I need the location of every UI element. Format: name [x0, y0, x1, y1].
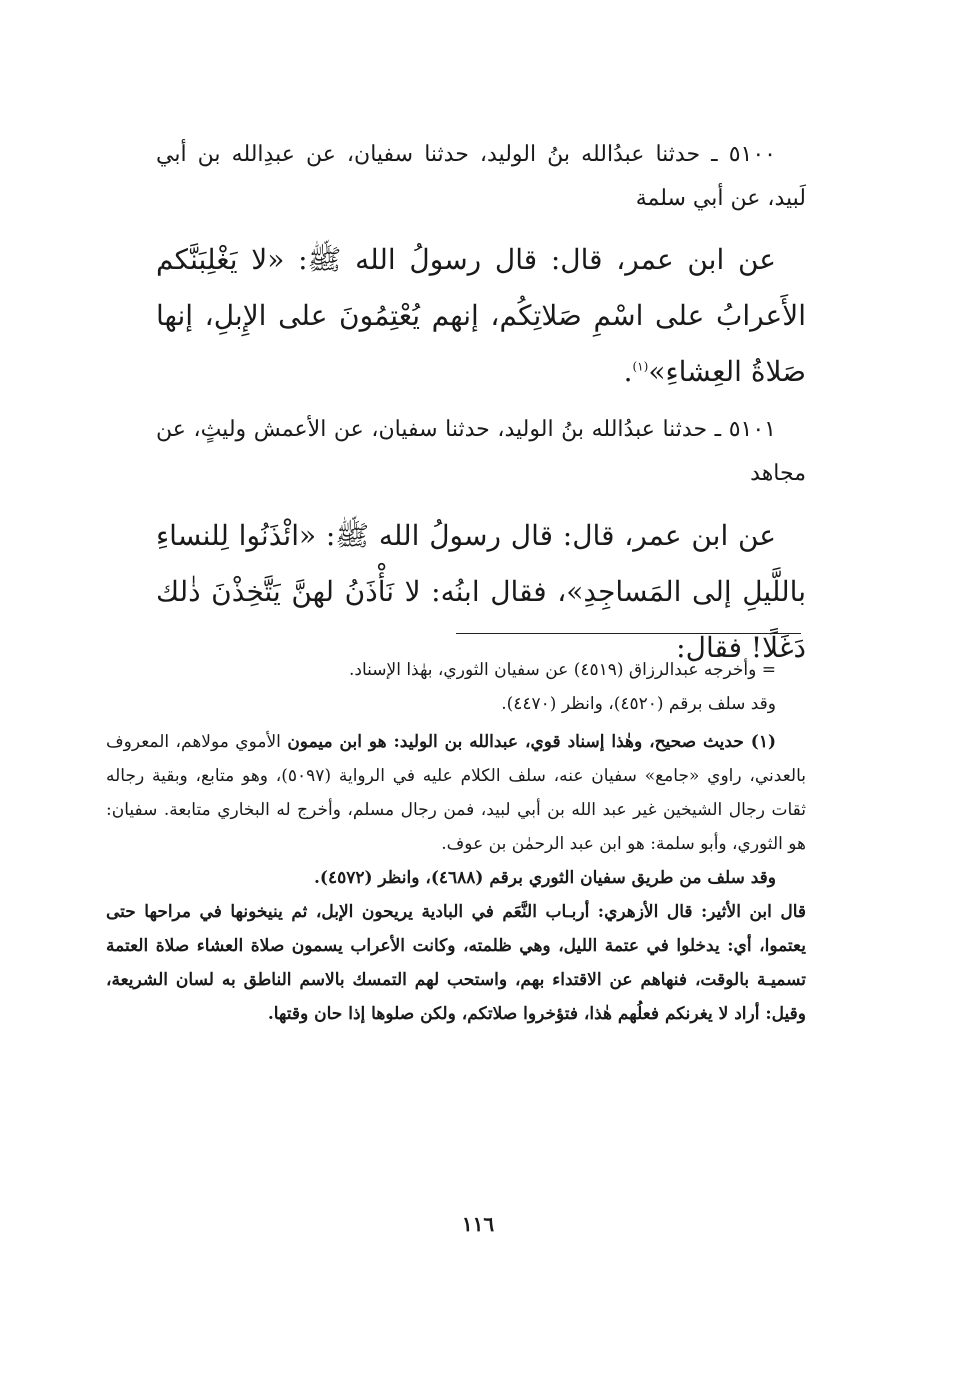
hadith-5100-matn-text: عن ابن عمر، قال: قال رسولُ الله ﷺ: «لا يَغْلِبَنَّكم الأَعرابُ على اسْمِ صَلاتِكُم، إنهم يُعْتِمُونَ على الإِبلِ، إنها صَلاةُ العِشاءِ» [156, 243, 806, 388]
hadith-5100-end: . [623, 355, 633, 388]
footnote-separator [456, 633, 801, 634]
footnote-1-reference: وقد سلف من طريق سفيان الثوري برقم (٤٦٨٨)، وانظر (٤٥٧٢). [313, 868, 776, 888]
footnote-continuation-1: = وأخرجه عبدالرزاق (٤٥١٩) عن سفيان الثوري، بهٰذا الإسناد. [348, 660, 776, 680]
hadith-5100-matn [156, 232, 806, 400]
footnote-1-body: الأموي مولاهم، المعروف بالعدني، راوي «جامع» سفيان عنه، سلف الكلام عليه في الرواية (٥٠٩٧)، وهو متابع، وبقية رجاله ثقات رجال الشيخين غير عبد الله بن أبي لبيد، فمن رجال مسلم، وأخرج له البخاري متابعة. سفيان: هو الثوري، وأبو سلمة: هو ابن عبد الرحمٰن بن عوف. [106, 732, 806, 854]
footnote-continuation-2: وقد سلف برقم (٤٥٢٠)، وانظر (٤٤٧٠). [501, 694, 776, 714]
page-number: ١١٦ [461, 1212, 495, 1236]
hadith-5101-matn: عن ابن عمر، قال: قال رسولُ الله ﷺ: «ائْذَنُوا لِلنساءِ باللَّيلِ إلى المَساجِدِ»، فقال ابنُه: لا نَأْذَنُ لهنَّ يَتَّخِذْنَ ذٰلك دَغَلًا! فقال: [156, 519, 806, 664]
footnote-ref-1[interactable]: (١) [632, 359, 649, 374]
hadith-5100-isnad: ٥١٠٠ ـ حدثنا عبدُالله بنُ الوليد، حدثنا سفيان، عن عبدِالله بن أبي لَبيد، عن أبي سلمة [156, 142, 806, 211]
footnote-1-ibn-athir: قال ابن الأثير: قال الأزهري: أربـاب النَّعَم في البادية يريحون الإبل، ثم ينيخونها في مراحها حتى يعتموا، أي: يدخلوا في عتمة الليل، وهي ظلمته، وكانت الأعراب يسمون صلاة العشاء صلاة العتمة تسميـة بالوقت، فنهاهم عن الاقتداء بهم، واستحب لهم التمسك بالاسم الناطق به لسان الشريعة، وقيل: أراد لا يغرنكم فعلُهم هٰذا، فتؤخروا صلاتكم، ولكن صلوها إذا حان وقتها. [106, 902, 806, 1024]
hadith-5101-isnad: ٥١٠١ ـ حدثنا عبدُالله بنُ الوليد، حدثنا سفيان، عن الأعمش وليثٍ، عن مجاهد [156, 417, 806, 486]
footnote-1-heading: (١) حديث صحيح، وهٰذا إسناد قوي، عبدالله بن الوليد: هو ابن ميمون [287, 732, 776, 752]
footnotes [106, 653, 806, 1031]
